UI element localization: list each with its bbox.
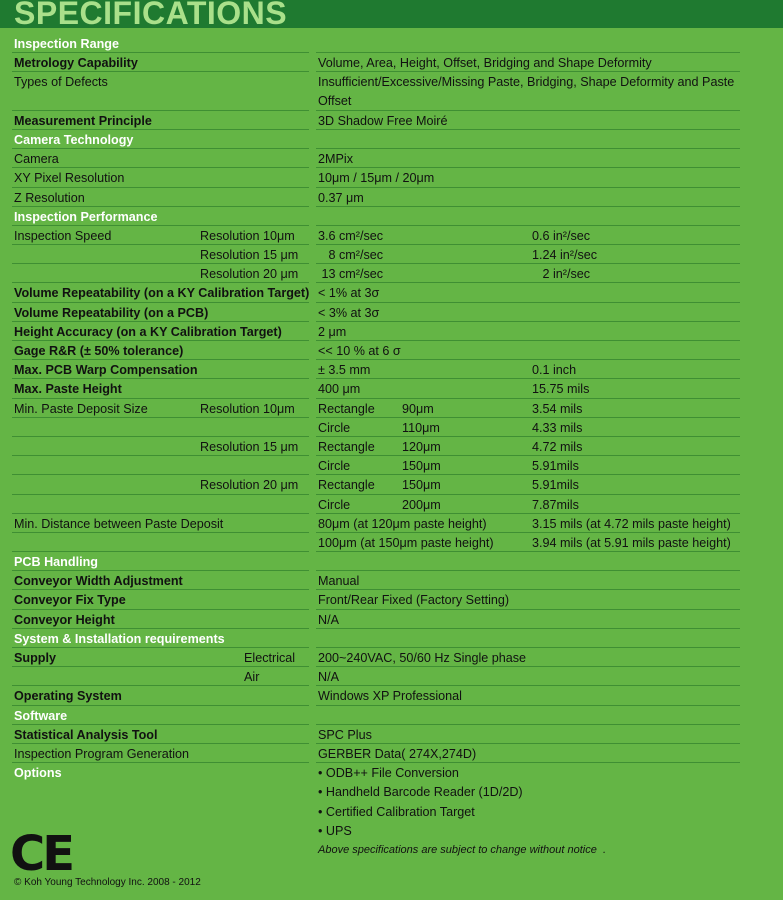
row-divider <box>316 609 740 610</box>
row-divider <box>316 551 740 552</box>
spec-row <box>0 803 783 822</box>
row-divider <box>316 110 740 111</box>
spec-row <box>0 496 783 515</box>
spec-sublabel: Resolution 15 μm <box>200 248 299 263</box>
spec-label: Inspection Program Generation <box>14 746 190 761</box>
row-divider <box>12 609 309 610</box>
spec-value: 400 μm <box>318 382 361 397</box>
spec-value: 13 cm²/sec <box>318 267 384 282</box>
row-divider <box>316 417 740 418</box>
row-divider <box>12 398 309 399</box>
spec-row <box>0 112 783 131</box>
spec-row <box>0 284 783 303</box>
spec-row <box>0 515 783 534</box>
row-divider <box>12 148 309 149</box>
spec-value-imperial: 0.1 inch <box>532 363 577 378</box>
spec-value-imperial: 5.91mils <box>532 459 579 474</box>
spec-row <box>0 419 783 438</box>
spec-label: Conveyor Height <box>14 612 115 627</box>
spec-value: 3.6 cm²/sec <box>318 228 384 243</box>
spec-label: Height Accuracy (on a KY Calibration Target) <box>14 324 282 339</box>
spec-row <box>0 534 783 553</box>
spec-value: 80μm (at 120μm paste height) <box>318 516 487 531</box>
row-divider <box>12 129 309 130</box>
spec-value: • Handheld Barcode Reader (1D/2D) <box>318 785 523 800</box>
row-divider <box>316 513 740 514</box>
row-divider <box>12 724 309 725</box>
spec-value: • UPS <box>318 823 352 838</box>
spec-value-imperial: 3.94 mils (at 5.91 mils paste height) <box>532 535 731 550</box>
spec-label: Min. Distance between Paste Deposit <box>14 516 224 531</box>
spec-value: ± 3.5 mm <box>318 363 371 378</box>
spec-row <box>0 687 783 706</box>
spec-row <box>0 265 783 284</box>
spec-value: 2 μm <box>318 324 347 339</box>
row-divider <box>12 532 309 533</box>
spec-label: Max. PCB Warp Compensation <box>14 363 198 378</box>
row-divider <box>316 340 740 341</box>
row-divider <box>316 724 740 725</box>
spec-value: < 3% at 3σ <box>318 305 380 320</box>
spec-value: Volume, Area, Height, Offset, Bridging and Shape Deformity <box>318 56 652 71</box>
spec-label: Inspection Range <box>14 37 119 51</box>
row-divider <box>316 302 740 303</box>
spec-value: Rectangle <box>318 401 375 416</box>
row-divider <box>316 52 740 53</box>
row-divider <box>316 666 740 667</box>
spec-row <box>0 726 783 745</box>
row-divider <box>12 743 309 744</box>
spec-value-size: 120μm <box>402 439 441 454</box>
row-divider <box>12 570 309 571</box>
spec-sublabel: Air <box>244 670 260 685</box>
spec-label: PCB Handling <box>14 555 98 570</box>
row-divider <box>12 167 309 168</box>
spec-row <box>0 438 783 457</box>
spec-value: < 1% at 3σ <box>318 286 380 301</box>
spec-value: Manual <box>318 574 360 589</box>
row-divider <box>316 589 740 590</box>
spec-value-imperial: 5.91mils <box>532 478 579 493</box>
row-divider <box>12 359 309 360</box>
spec-row <box>0 54 783 73</box>
spec-value: 0.37 μm <box>318 190 364 205</box>
spec-label: Volume Repeatability (on a KY Calibration Target) <box>14 286 310 301</box>
spec-row <box>0 630 783 649</box>
row-divider <box>12 52 309 53</box>
spec-value: Circle <box>318 497 351 512</box>
spec-value: Circle <box>318 420 351 435</box>
spec-value-size: 150μm <box>402 478 441 493</box>
row-divider <box>12 474 309 475</box>
spec-row <box>0 169 783 188</box>
row-divider <box>12 206 309 207</box>
spec-value: GERBER Data( 274X,274D) <box>318 746 477 761</box>
spec-row <box>0 208 783 227</box>
spec-value-imperial: 3.54 mils <box>532 401 583 416</box>
ce-mark-logo: CE <box>10 826 73 882</box>
spec-label: Conveyor Fix Type <box>14 593 126 608</box>
row-divider <box>12 647 309 648</box>
row-divider <box>316 263 740 264</box>
row-divider <box>316 705 740 706</box>
spec-row <box>0 73 783 111</box>
spec-row <box>0 342 783 361</box>
spec-table <box>0 35 783 860</box>
row-divider <box>12 321 309 322</box>
spec-label: Supply <box>14 651 56 666</box>
spec-row <box>0 323 783 342</box>
spec-row <box>0 745 783 764</box>
row-divider <box>12 263 309 264</box>
spec-row <box>0 572 783 591</box>
row-divider <box>316 206 740 207</box>
spec-label: Options <box>14 766 62 781</box>
row-divider <box>12 187 309 188</box>
row-divider <box>12 455 309 456</box>
row-divider <box>12 71 309 72</box>
row-divider <box>12 436 309 437</box>
row-divider <box>316 167 740 168</box>
row-divider <box>12 551 309 552</box>
spec-value: N/A <box>318 670 339 685</box>
spec-label: Software <box>14 708 68 723</box>
spec-label: Inspection Performance <box>14 209 158 224</box>
row-divider <box>316 570 740 571</box>
row-divider <box>12 282 309 283</box>
spec-label: Types of Defects <box>14 75 108 90</box>
spec-row <box>0 400 783 419</box>
row-divider <box>316 282 740 283</box>
spec-row <box>0 553 783 572</box>
spec-value-imperial: 2 in²/sec <box>532 267 591 282</box>
spec-label: Min. Paste Deposit Size <box>14 401 148 416</box>
spec-value: Rectangle <box>318 478 375 493</box>
row-divider <box>316 436 740 437</box>
row-divider <box>316 321 740 322</box>
spec-value: 3D Shadow Free Moiré <box>318 113 448 128</box>
spec-value: 8 cm²/sec <box>318 248 384 263</box>
spec-row <box>0 380 783 399</box>
spec-row <box>0 668 783 687</box>
row-divider <box>316 647 740 648</box>
spec-label: Max. Paste Height <box>14 382 122 397</box>
row-divider <box>12 302 309 303</box>
row-divider <box>12 225 309 226</box>
spec-row <box>0 611 783 630</box>
spec-label: Volume Repeatability (on a PCB) <box>14 305 209 320</box>
spec-value: Front/Rear Fixed (Factory Setting) <box>318 593 510 608</box>
spec-row <box>0 35 783 54</box>
spec-row <box>0 246 783 265</box>
copyright-text: © Koh Young Technology Inc. 2008 - 2012 <box>14 877 201 888</box>
spec-value-size: 200μm <box>402 497 441 512</box>
spec-value: Circle <box>318 459 351 474</box>
spec-value-imperial: 4.72 mils <box>532 439 583 454</box>
spec-label: Z Resolution <box>14 190 85 205</box>
spec-value-imperial: 3.15 mils (at 4.72 mils paste height) <box>532 516 731 531</box>
spec-label: System & Installation requirements <box>14 631 225 646</box>
spec-sublabel: Resolution 20 μm <box>200 478 299 493</box>
row-divider <box>316 129 740 130</box>
row-divider <box>12 340 309 341</box>
row-divider <box>316 494 740 495</box>
row-divider <box>316 187 740 188</box>
spec-row <box>0 361 783 380</box>
row-divider <box>12 513 309 514</box>
spec-value: << 10 % at 6 σ <box>318 344 401 359</box>
spec-value: 100μm (at 150μm paste height) <box>318 535 494 550</box>
row-divider <box>12 417 309 418</box>
page-title: SPECIFICATIONS <box>14 0 288 31</box>
row-divider <box>12 110 309 111</box>
spec-label: Inspection Speed <box>14 228 112 243</box>
row-divider <box>316 244 740 245</box>
spec-sublabel: Resolution 10μm <box>200 228 295 243</box>
spec-row <box>0 822 783 841</box>
spec-row <box>0 457 783 476</box>
row-divider <box>12 244 309 245</box>
row-divider <box>316 398 740 399</box>
spec-row <box>0 649 783 668</box>
row-divider <box>316 455 740 456</box>
spec-label: Metrology Capability <box>14 56 138 71</box>
spec-label: Operating System <box>14 689 122 704</box>
spec-row <box>0 150 783 169</box>
row-divider <box>316 474 740 475</box>
spec-value: 10μm / 15μm / 20μm <box>318 171 435 186</box>
spec-label: XY Pixel Resolution <box>14 171 125 186</box>
spec-value: Insufficient/Excessive/Missing Paste, Bridging, Shape Deformity and Paste Offset <box>318 75 735 109</box>
spec-value-imperial: 15.75 mils <box>532 382 590 397</box>
row-divider <box>316 359 740 360</box>
spec-value-imperial: 0.6 in²/sec <box>532 228 591 243</box>
spec-value: Rectangle <box>318 439 375 454</box>
spec-label: Camera Technology <box>14 132 134 147</box>
row-divider <box>12 628 309 629</box>
spec-sublabel: Resolution 15 μm <box>200 439 299 454</box>
spec-value-imperial: 1.24 in²/sec <box>532 248 598 263</box>
row-divider <box>316 762 740 763</box>
spec-value-size: 90μm <box>402 401 434 416</box>
spec-value-imperial: 7.87mils <box>532 497 579 512</box>
row-divider <box>316 148 740 149</box>
row-divider <box>316 532 740 533</box>
spec-sublabel: Resolution 10μm <box>200 401 295 416</box>
row-divider <box>316 71 740 72</box>
spec-row <box>0 764 783 783</box>
spec-value: • ODB++ File Conversion <box>318 766 459 781</box>
spec-row <box>0 783 783 802</box>
spec-row <box>0 131 783 150</box>
row-divider <box>12 589 309 590</box>
row-divider <box>12 685 309 686</box>
spec-row <box>0 476 783 495</box>
row-divider <box>12 494 309 495</box>
row-divider <box>316 685 740 686</box>
spec-value: N/A <box>318 612 339 627</box>
spec-value: 200~240VAC, 50/60 Hz Single phase <box>318 651 527 666</box>
spec-row <box>0 227 783 246</box>
spec-sublabel: Electrical <box>244 651 296 666</box>
row-divider <box>12 762 309 763</box>
spec-label: Camera <box>14 152 59 167</box>
spec-value: 2MPix <box>318 152 353 167</box>
spec-value: Windows XP Professional <box>318 689 462 704</box>
spec-row <box>0 707 783 726</box>
spec-label: Statistical Analysis Tool <box>14 727 158 742</box>
spec-sublabel: Resolution 20 μm <box>200 267 299 282</box>
row-divider <box>12 666 309 667</box>
header-bar <box>0 0 783 31</box>
spec-value: • Certified Calibration Target <box>318 804 475 819</box>
spec-value-imperial: 4.33 mils <box>532 420 583 435</box>
spec-value: SPC Plus <box>318 727 372 742</box>
spec-row <box>0 189 783 208</box>
row-divider <box>316 378 740 379</box>
spec-label: Gage R&R (± 50% tolerance) <box>14 344 184 359</box>
disclaimer-text: Above specifications are subject to change without notice . <box>318 843 607 856</box>
row-divider <box>316 628 740 629</box>
spec-label: Conveyor Width Adjustment <box>14 574 183 589</box>
row-divider <box>12 378 309 379</box>
spec-row <box>0 304 783 323</box>
spec-value-size: 150μm <box>402 459 441 474</box>
row-divider <box>316 225 740 226</box>
row-divider <box>12 705 309 706</box>
spec-label: Measurement Principle <box>14 113 152 128</box>
row-divider <box>316 743 740 744</box>
spec-row <box>0 841 783 860</box>
spec-value-size: 110μm <box>402 420 440 435</box>
spec-row <box>0 591 783 610</box>
